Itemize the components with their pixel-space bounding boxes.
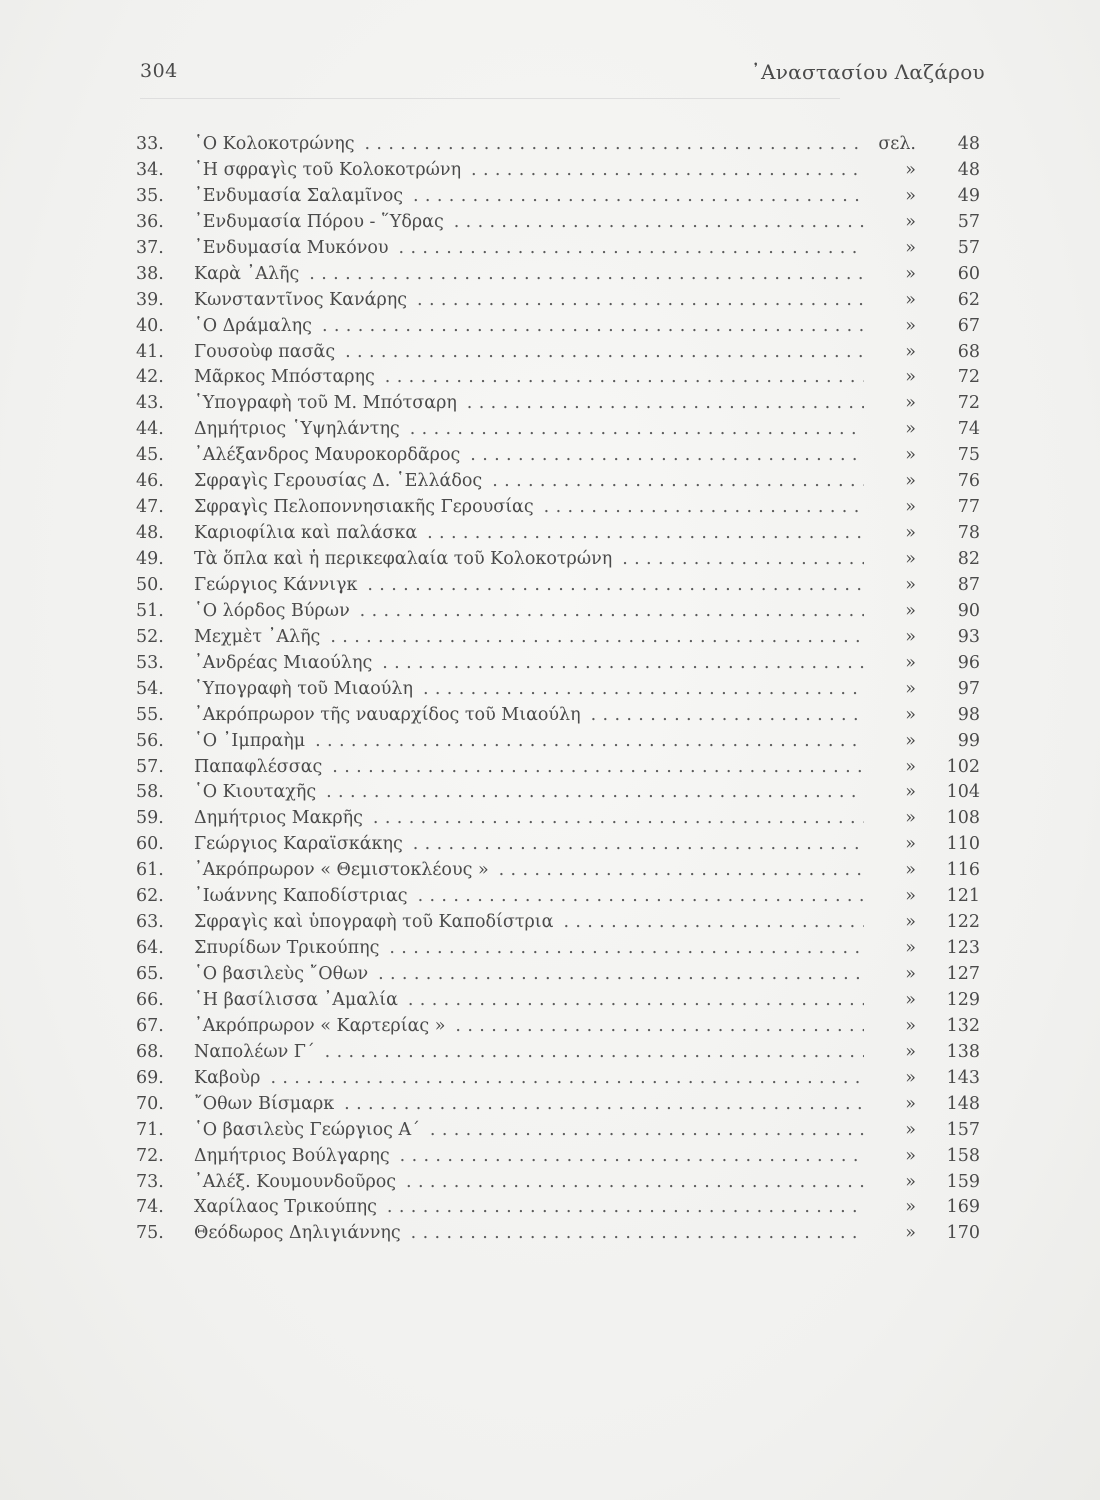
entry-page-number: 77 [957,497,980,518]
entry-ditto-mark: » [905,912,916,933]
entry-page-number: 72 [957,393,980,414]
entry-title-leader [194,936,864,962]
entry-ditto-mark: » [905,211,916,232]
entry-title: Δημήτριος Βούλγαρης [194,1145,390,1166]
entry-ditto-mark: » [905,938,916,959]
entry-title-leader [194,469,864,495]
entry-number: 62. [136,886,164,907]
entry-page-number: 48 [957,159,980,180]
toc-entry [136,1170,984,1196]
entry-number: 73. [136,1171,164,1192]
entry-title-leader [194,340,864,366]
entry-ditto-mark: » [905,860,916,881]
entry-number: 58. [136,782,164,803]
entry-ditto-mark: » [905,445,916,466]
entry-page-number: 157 [946,1119,980,1140]
entry-page-number: 132 [946,1015,980,1036]
toc-entry [136,1066,984,1092]
entry-page-number: 49 [957,185,980,206]
entry-title: ῾Ο ᾿Ιμπραὴμ [194,730,306,751]
entry-title-leader [194,988,864,1014]
entry-title: ᾿Αλέξ. Κουμουνδοῦρος [194,1171,397,1192]
entry-page-number: 90 [957,600,980,621]
toc-entry [136,158,984,184]
entry-number: 43. [136,393,164,414]
entry-title: ῾Η βασίλισσα ᾿Αμαλία [194,989,398,1010]
toc-entry [136,625,984,651]
toc-entry [136,677,984,703]
entry-number: 34. [136,159,164,180]
entry-title-leader [194,1144,864,1170]
entry-title-leader [194,236,864,262]
entry-number: 68. [136,1041,164,1062]
entry-ditto-mark: » [905,263,916,284]
entry-ditto-mark: » [905,419,916,440]
entry-title-leader [194,547,864,573]
entry-title: ᾿Ενδυμασία Μυκόνου [194,237,389,258]
entry-ditto-mark: » [905,341,916,362]
entry-ditto-mark: » [905,315,916,336]
entry-page-number: 82 [957,549,980,569]
entry-title: Σφραγὶς Γερουσίας Δ. ῾Ελλάδος [194,471,483,492]
entry-title: Δημήτριος Μακρῆς [194,808,363,829]
entry-title-leader [194,573,864,599]
entry-number: 52. [136,626,164,647]
entry-title: ᾿Αλέξανδρος Μαυροκορδᾶρος [194,445,461,466]
entry-title-leader [194,780,864,806]
entry-number: 39. [136,289,164,310]
entry-number: 65. [136,964,164,984]
entry-ditto-mark: » [905,834,916,855]
entry-title: ᾿Ακρόπρωρον « Καρτερίας » [194,1015,446,1036]
toc-entry [136,495,984,521]
toc-entry [136,651,984,677]
toc-entry [136,547,984,573]
toc-entry [136,1014,984,1040]
entry-number: 46. [136,471,164,492]
table-of-illustrations [136,132,984,1247]
entry-number: 55. [136,704,164,725]
entry-number: 75. [136,1223,164,1244]
toc-entry [136,521,984,547]
toc-entry [136,806,984,832]
entry-ditto-mark: » [905,782,916,803]
entry-ditto-mark: » [905,289,916,310]
entry-page-number: 57 [957,237,980,258]
toc-entry [136,910,984,936]
entry-ditto-mark: » [905,367,916,388]
entry-title-leader [194,703,864,729]
entry-title-leader [194,1221,864,1247]
entry-page-number: 104 [946,782,980,803]
entry-ditto-mark: » [905,808,916,829]
entry-page-number: 138 [946,1041,980,1062]
entry-page-number: 158 [946,1145,980,1166]
entry-number: 53. [136,652,164,673]
entry-title: ᾿Ακρόπρωρον τῆς ναυαρχίδος τοῦ Μιαούλη [194,704,581,725]
entry-number: 48. [136,523,164,544]
entry-number: 64. [136,938,164,959]
entry-ditto-mark: » [905,730,916,751]
entry-title-leader [194,262,864,288]
entry-ditto-mark: » [905,704,916,725]
entry-ditto-mark: » [905,626,916,647]
entry-title-leader [194,599,864,625]
toc-entry [136,391,984,417]
toc-entry [136,988,984,1014]
entry-ditto-mark: » [905,549,916,569]
entry-ditto-mark: » [905,989,916,1010]
entry-number: 70. [136,1093,164,1114]
entry-title-leader [194,884,864,910]
entry-title-leader [194,391,864,417]
toc-entry [136,832,984,858]
entry-page-number: 127 [946,964,980,984]
entry-title: Χαρίλαος Τρικούπης [194,1197,377,1218]
entry-title: Σφραγὶς Πελοποννησιακῆς Γερουσίας [194,497,534,518]
entry-page-number: 159 [946,1171,980,1192]
toc-entry [136,288,984,314]
entry-ditto-mark: » [905,185,916,206]
entry-number: 35. [136,185,164,206]
entry-title: Σπυρίδων Τρικούπης [194,938,380,959]
entry-title: Γεώργιος Καραϊσκάκης [194,834,403,855]
entry-number: 63. [136,912,164,933]
entry-number: 74. [136,1197,164,1218]
entry-number: 67. [136,1015,164,1036]
entry-number: 37. [136,237,164,258]
page-header [140,60,985,94]
toc-entry [136,573,984,599]
entry-page-number: 78 [957,523,980,544]
entry-number: 60. [136,834,164,855]
entry-number: 41. [136,341,164,362]
entry-page-number: 72 [957,367,980,388]
entry-title: ῎Οθων Βίσμαρκ [194,1093,335,1114]
entry-ditto-mark: » [905,1145,916,1166]
entry-page-number: 110 [946,834,980,855]
entry-page-number: 96 [957,652,980,673]
toc-entry [136,340,984,366]
entry-title: ῾Ο Κιουταχῆς [194,782,317,803]
entry-ditto-mark: » [905,1223,916,1244]
header-rule [140,98,840,99]
entry-title-leader [194,1170,864,1196]
toc-entry [136,1195,984,1221]
entry-title-leader [194,1014,864,1040]
entry-title-leader [194,625,864,651]
entry-number: 57. [136,756,164,777]
entry-title: Ναπολέων Γ΄ [194,1041,315,1062]
entry-title-leader [194,314,864,340]
toc-entry [136,599,984,625]
toc-entry [136,236,984,262]
entry-title: Γουσοὺφ πασᾶς [194,341,336,362]
entry-title: Κωνσταντῖνος Κανάρης [194,289,408,310]
entry-page-number: 123 [946,938,980,959]
toc-entry [136,443,984,469]
entry-title: ᾿Ανδρέας Μιαούλης [194,652,373,673]
entry-ditto-mark: » [905,652,916,673]
running-head: ᾿Αναστασίου Λαζάρου [750,60,985,84]
toc-entry [136,780,984,806]
entry-ditto-mark: » [905,1119,916,1140]
entry-title: Γεώργιος Κάννιγκ [194,574,358,595]
toc-entry [136,1221,984,1247]
entry-title: ῾Ο Δράμαλης [194,315,312,336]
toc-entry [136,365,984,391]
entry-number: 45. [136,445,164,466]
entry-title-leader [194,677,864,703]
entry-number: 49. [136,549,164,569]
entry-number: 47. [136,497,164,518]
entry-title: ῾Ο Κολοκοτρώνης [194,134,355,154]
entry-title-leader [194,132,864,158]
entry-page-number: 93 [957,626,980,647]
entry-ditto-mark: » [905,523,916,544]
toc-entry [136,1144,984,1170]
toc-entry [136,469,984,495]
entry-page-number: 102 [946,756,980,777]
entry-ditto-mark: » [905,471,916,492]
entry-number: 33. [136,134,164,154]
entry-number: 59. [136,808,164,829]
toc-entry [136,884,984,910]
entry-title: ᾿Ακρόπρωρον « Θεμιστοκλέους » [194,860,489,881]
entry-title-leader [194,910,864,936]
entry-title: Καριοφίλια καὶ παλάσκα [194,523,418,544]
entry-title: ᾿Ιωάννης Καποδίστριας [194,886,408,907]
entry-title-leader [194,1066,864,1092]
entry-title: ῾Η σφραγὶς τοῦ Κολοκοτρώνη [194,159,462,180]
entry-title: Τὰ ὅπλα καὶ ἡ περικεφαλαία τοῦ Κολοκοτρώνη [194,549,613,569]
entry-title-leader [194,158,864,184]
entry-title: Σφραγὶς καὶ ὑπογραφὴ τοῦ Καποδίστρια [194,912,554,933]
toc-entry [136,755,984,781]
toc-entry [136,729,984,755]
entry-ditto-mark: » [905,497,916,518]
toc-entry [136,184,984,210]
entry-number: 69. [136,1067,164,1088]
entry-page-number: 98 [957,704,980,725]
entry-title-leader [194,755,864,781]
entry-number: 72. [136,1145,164,1166]
entry-ditto-mark: » [905,1171,916,1192]
entry-page-number: 60 [957,263,980,284]
entry-ditto-mark: » [905,1197,916,1218]
entry-title: ᾿Ενδυμασία Σαλαμῖνος [194,185,404,206]
entry-number: 42. [136,367,164,388]
entry-title-leader [194,443,864,469]
entry-number: 50. [136,574,164,595]
entry-title: Θεόδωρος Δηλιγιάννης [194,1223,401,1244]
toc-entry [136,1040,984,1066]
entry-number: 56. [136,730,164,751]
toc-entry [136,1092,984,1118]
entry-page-number: 108 [946,808,980,829]
entry-ditto-mark: » [905,393,916,414]
entry-title-leader [194,495,864,521]
entry-page-number: 87 [957,574,980,595]
entry-ditto-mark: » [905,1093,916,1114]
entry-ditto-mark: » [905,678,916,699]
entry-page-number: 57 [957,211,980,232]
entry-page-number: 129 [946,989,980,1010]
entry-number: 61. [136,860,164,881]
entry-number: 36. [136,211,164,232]
entry-title-leader [194,1195,864,1221]
entry-title: Καρὰ ᾿Αλῆς [194,263,300,284]
toc-entry [136,314,984,340]
entry-title-leader [194,210,864,236]
entry-title-leader [194,521,864,547]
entry-ditto-mark: » [905,600,916,621]
entry-title-leader [194,858,864,884]
entry-title-leader [194,806,864,832]
entry-title-leader [194,1040,864,1066]
entry-page-number: 76 [957,471,980,492]
toc-entry [136,703,984,729]
entry-title-leader [194,832,864,858]
entry-number: 54. [136,678,164,699]
entry-title-leader [194,417,864,443]
entry-page-number: 148 [946,1093,980,1114]
toc-entry [136,962,984,988]
entry-title-leader [194,1118,864,1144]
entry-page-number: 62 [957,289,980,310]
entry-number: 38. [136,263,164,284]
entry-ditto-mark: » [905,886,916,907]
entry-title-leader [194,365,864,391]
entry-title: Δημήτριος ῾Υψηλάντης [194,419,400,440]
entry-ditto-mark: » [905,1067,916,1088]
entry-page-number: 67 [957,315,980,336]
entry-page-number: 97 [957,678,980,699]
entry-ditto-mark: » [905,1041,916,1062]
page-number: 304 [140,60,178,82]
entry-ditto-mark: » [905,574,916,595]
entry-page-number: 170 [946,1223,980,1244]
entry-number: 44. [136,419,164,440]
entry-title: Μεχμὲτ ᾿Αλῆς [194,626,321,647]
entry-title: ῾Ο βασιλεὺς ῎Οθων [194,964,369,984]
entry-number: 40. [136,315,164,336]
entry-title-leader [194,962,864,988]
entry-number: 66. [136,989,164,1010]
entry-number: 51. [136,600,164,621]
entry-page-number: 74 [957,419,980,440]
entry-title: ῾Υπογραφὴ τοῦ Μιαούλη [194,678,413,699]
entry-title-leader [194,288,864,314]
entry-ditto-mark: » [905,159,916,180]
entry-page-number: 116 [946,860,980,881]
toc-entry [136,858,984,884]
entry-title: ῾Ο βασιλεὺς Γεώργιος Α΄ [194,1119,420,1140]
entry-ditto-mark: » [905,237,916,258]
toc-entry [136,936,984,962]
entry-title: ῾Υπογραφὴ τοῦ Μ. Μπότσαρη [194,393,457,414]
entry-page-number: 121 [946,886,980,907]
entry-title-leader [194,651,864,677]
entry-title-leader [194,184,864,210]
toc-entry [136,262,984,288]
entry-title: Παπαφλέσσας [194,756,323,777]
toc-entry [136,210,984,236]
entry-number: 71. [136,1119,164,1140]
toc-entry [136,1118,984,1144]
entry-page-number: 169 [946,1197,980,1218]
entry-page-number: 68 [957,341,980,362]
entry-title: Μᾶρκος Μπόσταρης [194,367,375,388]
entry-title: ᾿Ενδυμασία Πόρου - ῞Υδρας [194,211,444,232]
entry-title-leader [194,1092,864,1118]
entry-title: Καβοὺρ [194,1067,261,1088]
entry-ditto-mark: » [905,964,916,984]
toc-entry [136,132,984,158]
entry-ditto-mark: » [905,756,916,777]
entry-page-number: 99 [957,730,980,751]
toc-entry [136,417,984,443]
entry-title: ῾Ο λόρδος Βύρων [194,600,350,621]
entry-page-number: 75 [957,445,980,466]
entry-ditto-mark: » [905,1015,916,1036]
entry-page-number: 48 [957,134,980,154]
entry-ditto-mark: σελ. [878,134,916,154]
entry-page-number: 122 [946,912,980,933]
entry-page-number: 143 [946,1067,980,1088]
entry-title-leader [194,729,864,755]
